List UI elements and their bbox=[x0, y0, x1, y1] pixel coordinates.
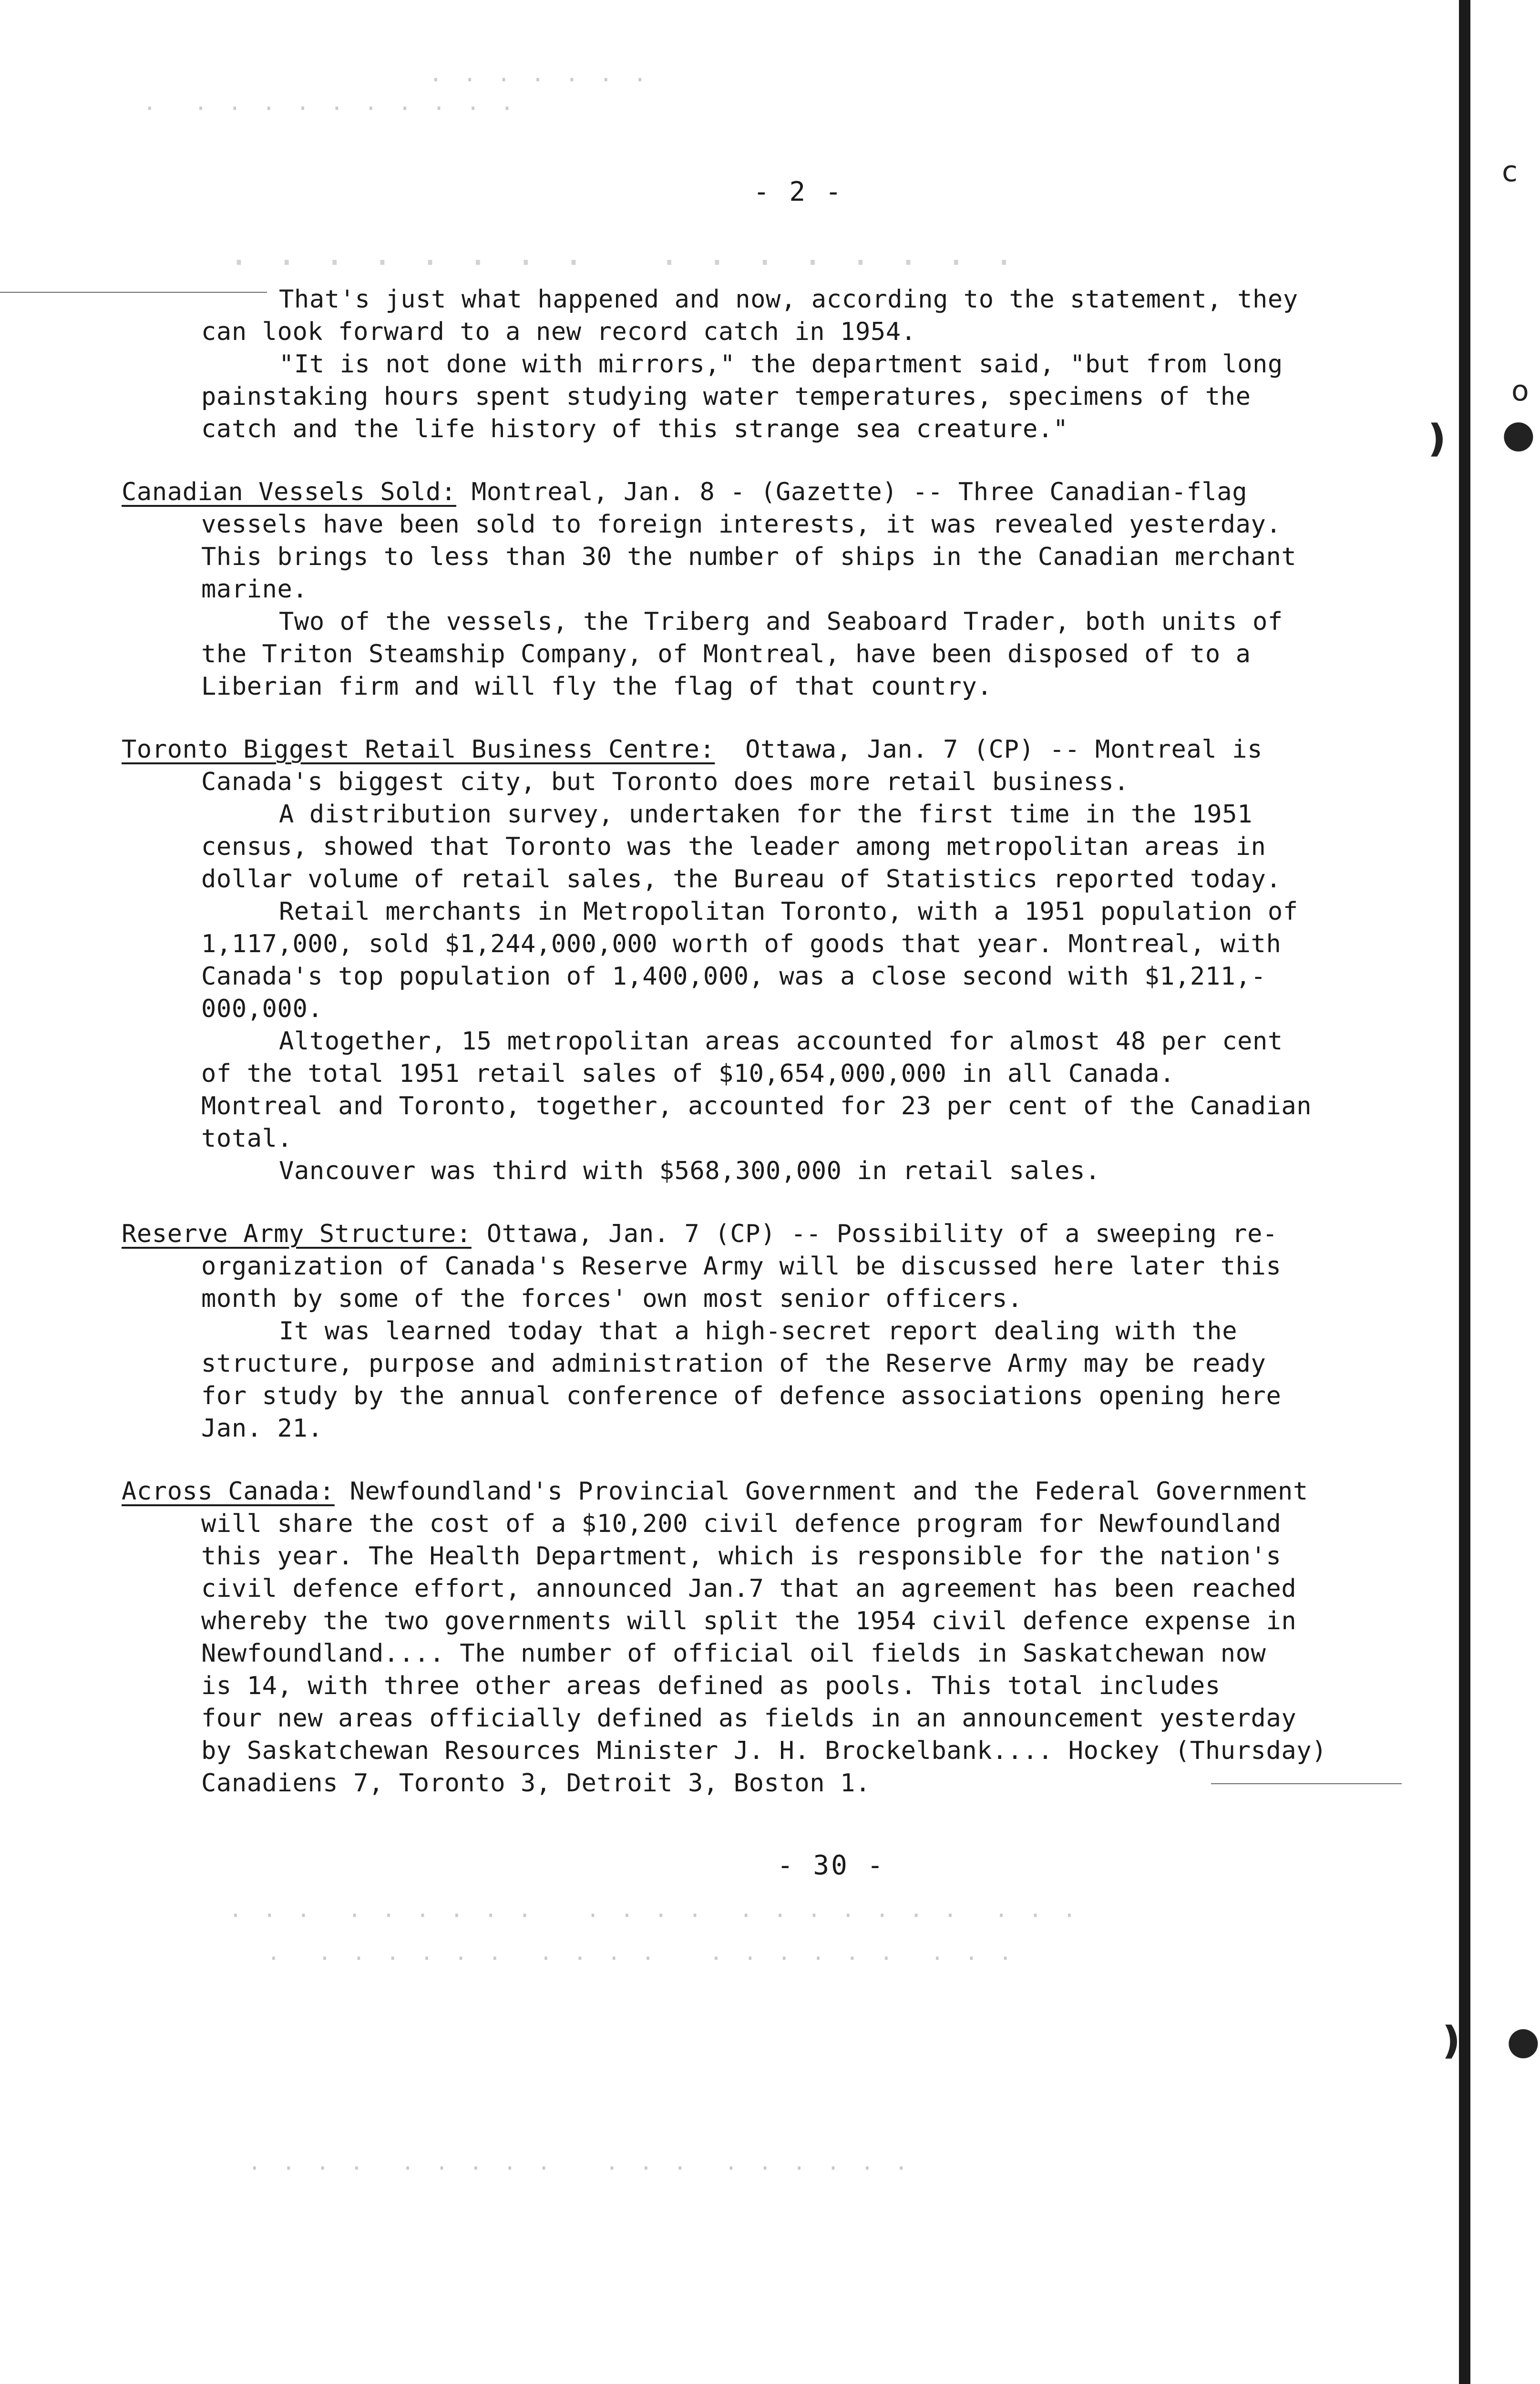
page-number: - 2 - bbox=[753, 176, 843, 207]
body-line: A distribution survey, undertaken for the first time in the 1951 bbox=[279, 800, 1253, 829]
body-line: Liberian firm and will fly the flag of that country. bbox=[201, 672, 993, 701]
body-line: the Triton Steamship Company, of Montreal, have been disposed of to a bbox=[201, 640, 1251, 668]
body-line: by Saskatchewan Resources Minister J. H. Brockelbank.... Hockey (Thursday) bbox=[201, 1737, 1327, 1765]
body-line: total. bbox=[201, 1124, 293, 1153]
body-line: painstaking hours spent studying water temperatures, specimens of the bbox=[201, 382, 1251, 411]
body-text: Newfoundland's Provincial Government and the Federal Government bbox=[334, 1477, 1308, 1506]
body-line: whereby the two governments will split the 1954 civil defence expense in bbox=[201, 1607, 1297, 1635]
body-line: organization of Canada's Reserve Army will be discussed here later this bbox=[201, 1252, 1282, 1281]
body-line: It was learned today that a high-secret report dealing with the bbox=[279, 1317, 1238, 1346]
body-line: Canada's biggest city, but Toronto does more retail business. bbox=[201, 768, 1129, 796]
show-through-text: · · · · · · · · · · · · · · · · · · · · bbox=[267, 1945, 1016, 1971]
show-through-text: · · · · · · · · · · · · · · · · bbox=[229, 243, 1018, 282]
body-text: Montreal, Jan. 8 - (Gazette) -- Three Canadian-flag bbox=[456, 478, 1248, 506]
body-line: can look forward to a new record catch in 1954. bbox=[201, 318, 916, 346]
body-line: census, showed that Toronto was the leader among metropolitan areas in bbox=[201, 832, 1266, 861]
body-line: month by some of the forces' own most senior officers. bbox=[201, 1284, 1023, 1313]
body-line: of the total 1951 retail sales of $10,654,000,000 in all Canada. bbox=[201, 1059, 1175, 1088]
section-heading: Canadian Vessels Sold: bbox=[122, 478, 456, 506]
binder-hole-mark: ❫ bbox=[1435, 2018, 1468, 2063]
section-heading: Across Canada: bbox=[122, 1477, 335, 1506]
show-through-text: · · · · · · · bbox=[429, 67, 651, 92]
body-line: Retail merchants in Metropolitan Toronto, with a 1951 population of bbox=[279, 897, 1298, 926]
body-line: Two of the vessels, the Triberg and Seaboard Trader, both units of bbox=[279, 607, 1283, 636]
binder-hole-mark: ● bbox=[1502, 411, 1535, 456]
binder-hole-mark: c bbox=[1502, 155, 1518, 188]
margin-rule bbox=[1211, 1783, 1402, 1784]
news-item-vessels bbox=[122, 480, 1247, 504]
margin-rule bbox=[0, 292, 267, 293]
end-mark: - 30 - bbox=[777, 1850, 885, 1881]
body-line: marine. bbox=[201, 575, 308, 604]
body-line: Newfoundland.... The number of official oil fields in Saskatchewan now bbox=[201, 1639, 1266, 1668]
body-line: 1,117,000, sold $1,244,000,000 worth of goods that year. Montreal, with bbox=[201, 930, 1282, 958]
body-line: this year. The Health Department, which is responsible for the nation's bbox=[201, 1542, 1282, 1571]
body-line: Jan. 21. bbox=[201, 1414, 323, 1443]
body-line: civil defence effort, announced Jan.7 that an agreement has been reached bbox=[201, 1574, 1297, 1603]
body-text: Ottawa, Jan. 7 (CP) -- Possibility of a sweeping re- bbox=[471, 1220, 1278, 1248]
body-line: four new areas officially defined as fields in an announcement yesterday bbox=[201, 1704, 1297, 1733]
body-line: This brings to less than 30 the number of ships in the Canadian merchant bbox=[201, 543, 1297, 571]
body-line: is 14, with three other areas defined as pools. This total includes bbox=[201, 1672, 1221, 1700]
news-item-toronto bbox=[122, 737, 1263, 762]
binder-hole-mark: ● bbox=[1507, 2018, 1540, 2063]
body-line: will share the cost of a $10,200 civil defence program for Newfoundland bbox=[201, 1510, 1282, 1538]
news-item-reserve bbox=[122, 1222, 1278, 1246]
show-through-text: · · · · · · · · · · · · · · · · · · · · · · · bbox=[229, 1902, 1080, 1928]
binder-hole-mark: o bbox=[1511, 374, 1529, 408]
show-through-text: · · · · · · · · · · · bbox=[143, 95, 518, 121]
body-line: for study by the annual conference of defence associations opening here bbox=[201, 1382, 1282, 1410]
body-line: Altogether, 15 metropolitan areas accounted for almost 48 per cent bbox=[279, 1027, 1283, 1056]
binder-hole-mark: ❫ bbox=[1421, 416, 1453, 461]
body-line: Canada's top population of 1,400,000, was a close second with $1,211,- bbox=[201, 962, 1266, 991]
body-line: 000,000. bbox=[201, 995, 323, 1023]
body-line: catch and the life history of this strange sea creature." bbox=[201, 415, 1068, 443]
section-heading: Reserve Army Structure: bbox=[122, 1220, 472, 1248]
body-line: vessels have been sold to foreign interests, it was revealed yesterday. bbox=[201, 510, 1282, 539]
show-through-text: · · · · · · · · · · · · · · · · · · bbox=[248, 2155, 912, 2181]
section-heading: Toronto Biggest Retail Business Centre: bbox=[122, 735, 715, 764]
body-line: Montreal and Toronto, together, accounted for 23 per cent of the Canadian bbox=[201, 1092, 1312, 1120]
body-line: "It is not done with mirrors," the department said, "but from long bbox=[279, 350, 1283, 379]
news-item-across-canada bbox=[122, 1479, 1308, 1504]
body-line: structure, purpose and administration of the Reserve Army may be ready bbox=[201, 1349, 1266, 1378]
body-line: That's just what happened and now, according to the statement, they bbox=[279, 285, 1298, 314]
body-line: Canadiens 7, Toronto 3, Detroit 3, Boston 1. bbox=[201, 1769, 871, 1798]
body-line: dollar volume of retail sales, the Bureau of Statistics reported today. bbox=[201, 865, 1282, 894]
body-line: Vancouver was third with $568,300,000 in retail sales. bbox=[279, 1157, 1100, 1185]
body-text: Ottawa, Jan. 7 (CP) -- Montreal is bbox=[715, 735, 1263, 764]
